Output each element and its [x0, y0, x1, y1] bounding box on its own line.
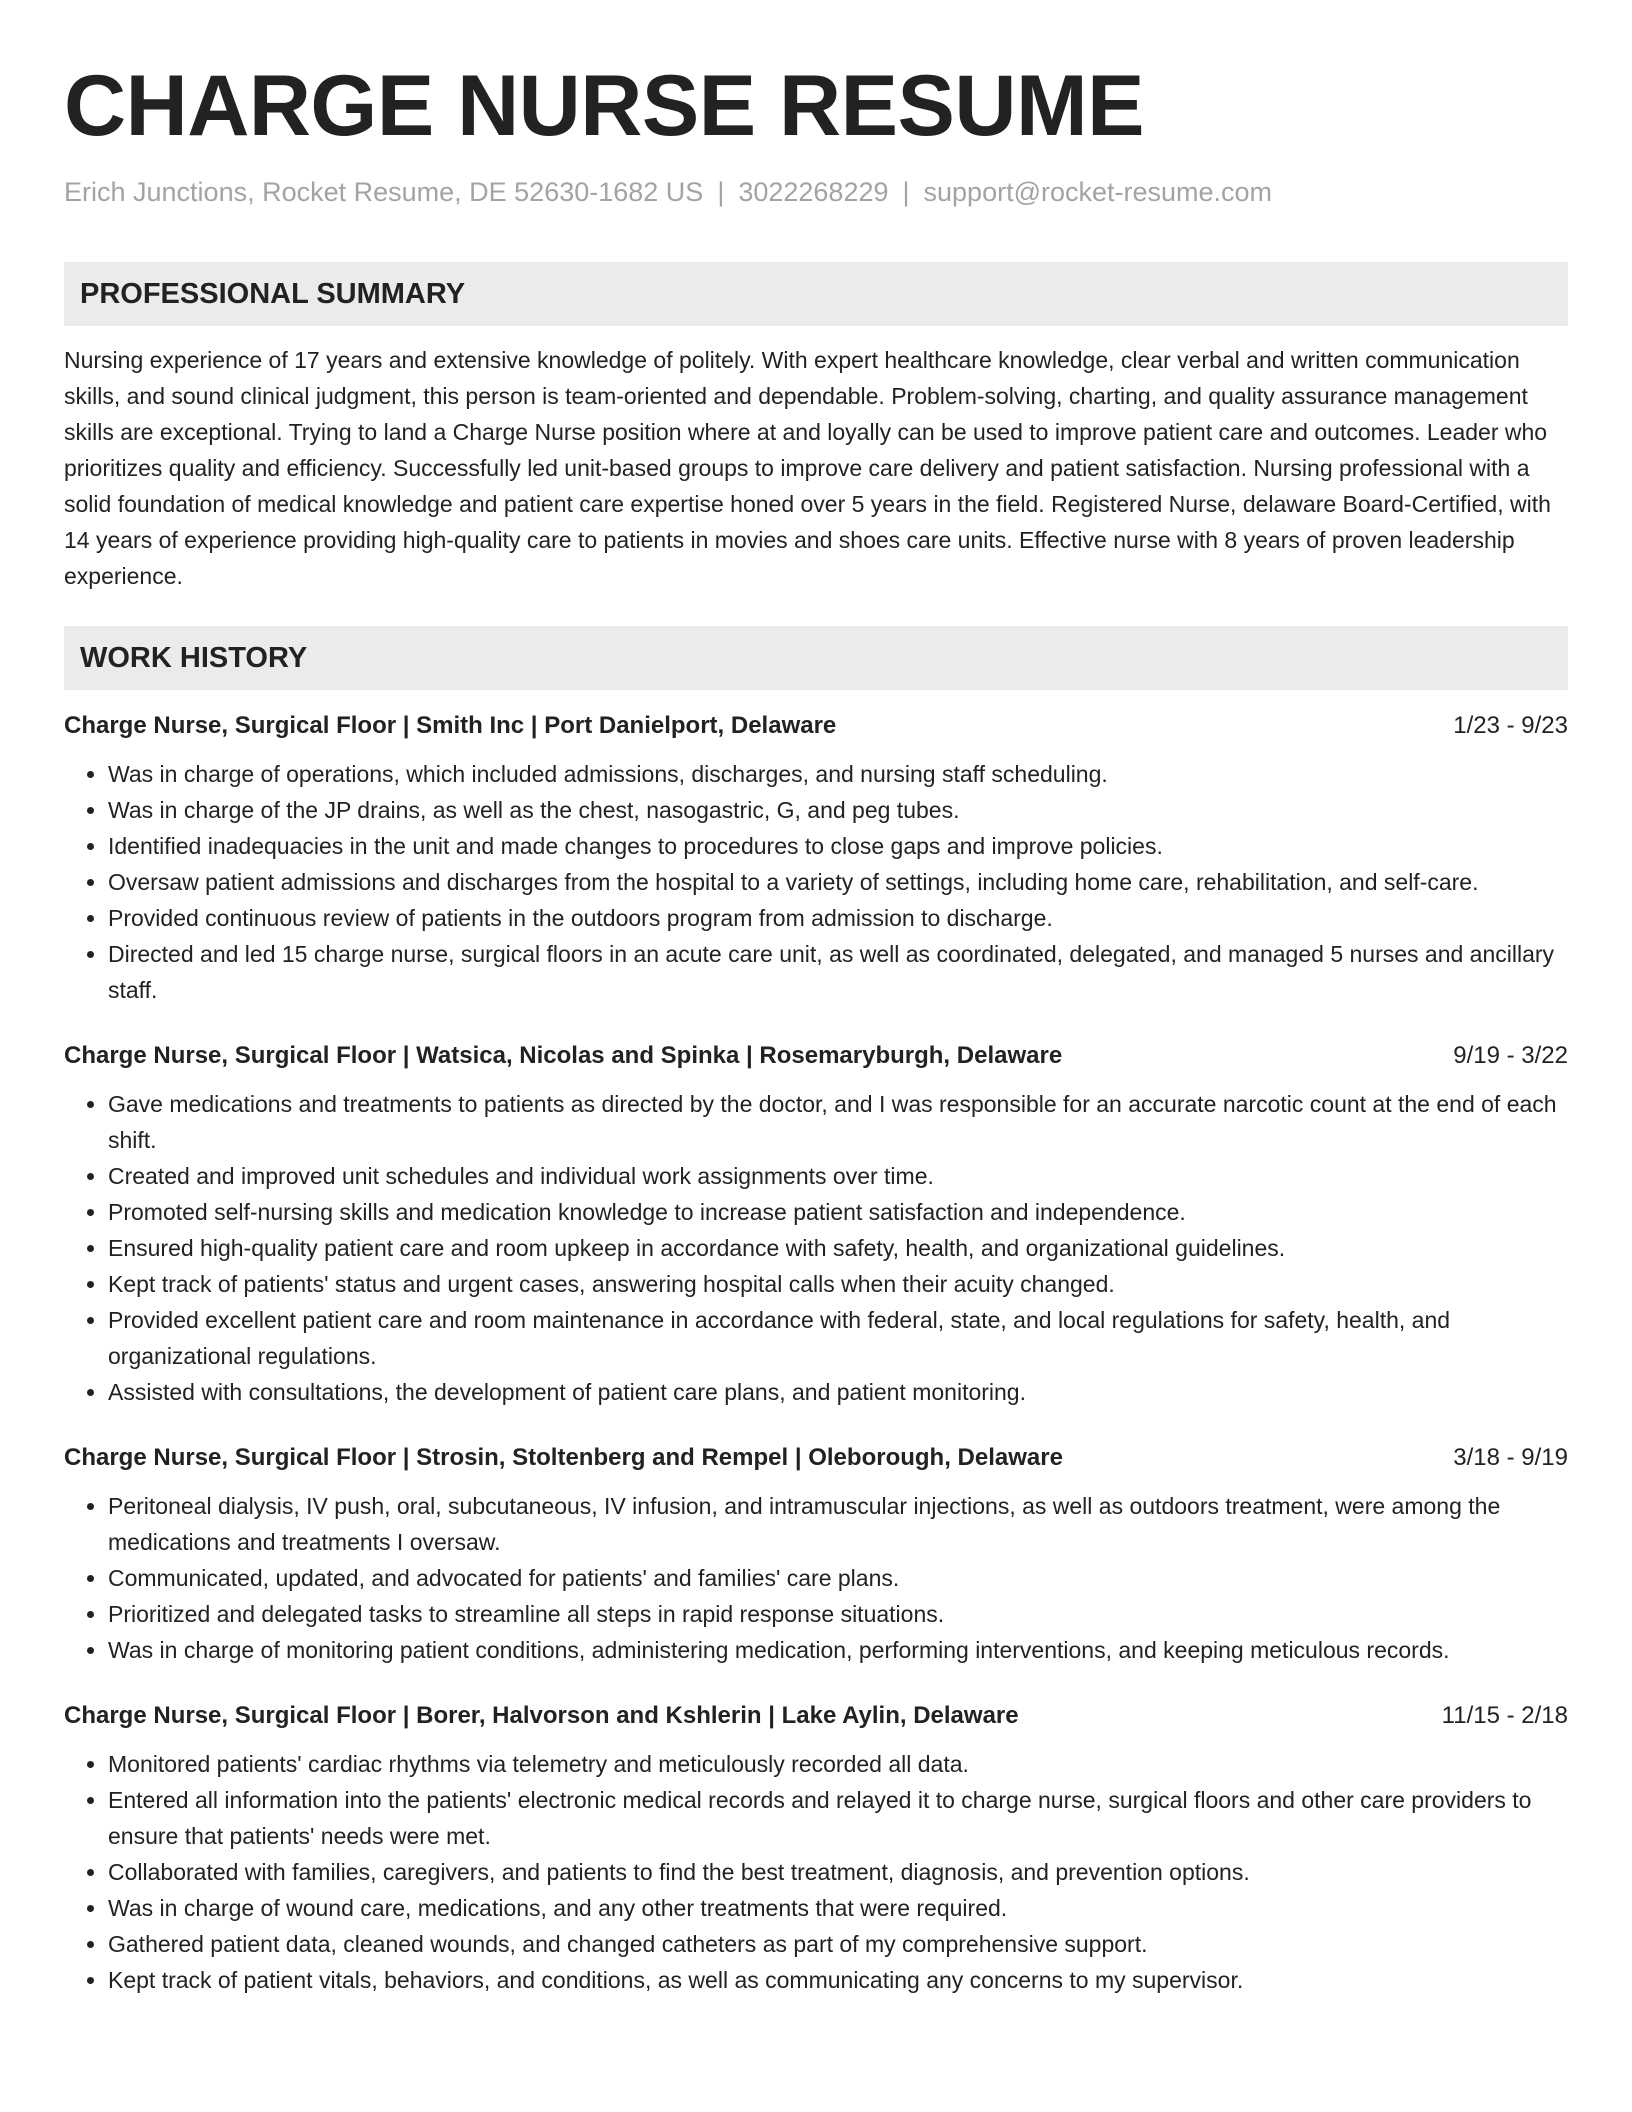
job-title: Charge Nurse, Surgical Floor | Smith Inc | Port Danielport, Delaware [64, 712, 837, 739]
job-dates: 9/19 - 3/22 [1453, 1042, 1568, 1069]
contact-separator: | [717, 177, 725, 207]
summary-text: Nursing experience of 17 years and extensive knowledge of politely. With expert healthcare knowledge, clear verbal and written communication skills, and sound clinical judgment, this person is team-oriented and dependable. Problem-solving, charting, and quality assurance management skills are exceptional. Trying to land a Charge Nurse position where at and loyally can be used to improve patient care and outcomes. Leader who prioritizes quality and efficiency. Successfully led unit-based groups to improve care delivery and patient satisfaction. Nursing professional with a solid foundation of medical knowledge and patient care expertise honed over 5 years in the field. Registered Nurse, delaware Board-Certified, with 14 years of experience providing high-quality care to patients in movies and shoes care units. Effective nurse with 8 years of proven leadership experience. [64, 347, 1551, 589]
contact-phone: 3022268229 [738, 177, 889, 207]
job-bullet: • Communicated, updated, and advocated for patients' and families' care plans. [108, 1560, 1568, 1596]
job-title: Charge Nurse, Surgical Floor | Strosin, Stoltenberg and Rempel | Oleborough, Delaware [64, 1444, 1063, 1471]
job-bullet: • Was in charge of the JP drains, as well as the chest, nasogastric, G, and peg tubes. [108, 792, 1568, 828]
contact-address: Erich Junctions, Rocket Resume, DE 52630-1682 US [64, 177, 704, 207]
job-entry [64, 1038, 1568, 1410]
job-bullet: • Peritoneal dialysis, IV push, oral, subcutaneous, IV infusion, and intramuscular injections, as well as outdoors treatment, were among the medications and treatments I oversaw. [108, 1488, 1568, 1560]
job-entry [64, 708, 1568, 1008]
job-bullet: • Monitored patients' cardiac rhythms via telemetry and meticulously recorded all data. [108, 1746, 1568, 1782]
job-bullet: • Was in charge of wound care, medications, and any other treatments that were required. [108, 1890, 1568, 1926]
job-entry [64, 1440, 1568, 1668]
job-bullet: • Gave medications and treatments to patients as directed by the doctor, and I was responsible for an accurate narcotic count at the end of each shift. [108, 1086, 1568, 1158]
job-dates: 3/18 - 9/19 [1453, 1444, 1568, 1471]
work-history-list [64, 708, 1568, 1998]
job-title: Charge Nurse, Surgical Floor | Watsica, Nicolas and Spinka | Rosemaryburgh, Delaware [64, 1042, 1063, 1069]
contact-separator: | [902, 177, 910, 207]
job-bullet: • Was in charge of monitoring patient conditions, administering medication, performing interventions, and keeping meticulous records. [108, 1632, 1568, 1668]
job-bullet: • Directed and led 15 charge nurse, surgical floors in an acute care unit, as well as coordinated, delegated, and managed 5 nurses and ancillary staff. [108, 936, 1568, 1008]
job-bullet: • Gathered patient data, cleaned wounds, and changed catheters as part of my comprehensive support. [108, 1926, 1568, 1962]
job-dates: 1/23 - 9/23 [1453, 712, 1568, 739]
job-bullet-list [64, 1086, 1568, 1410]
job-header [64, 1440, 1568, 1476]
summary-heading: PROFESSIONAL SUMMARY [64, 262, 1568, 326]
job-bullet: • Entered all information into the patients' electronic medical records and relayed it to charge nurse, surgical floors and other care providers to ensure that patients' needs were met. [108, 1782, 1568, 1854]
work-history-heading: WORK HISTORY [64, 626, 1568, 690]
job-bullet: • Oversaw patient admissions and discharges from the hospital to a variety of settings, including home care, rehabilitation, and self-care. [108, 864, 1568, 900]
contact-line [64, 176, 1568, 208]
job-bullet-list [64, 1746, 1568, 1998]
job-header [64, 1038, 1568, 1074]
job-bullet: • Prioritized and delegated tasks to streamline all steps in rapid response situations. [108, 1596, 1568, 1632]
job-bullet-list [64, 756, 1568, 1008]
resume-title: CHARGE NURSE RESUME [64, 58, 1144, 154]
job-bullet: • Kept track of patient vitals, behaviors, and conditions, as well as communicating any concerns to my supervisor. [108, 1962, 1568, 1998]
job-header [64, 1698, 1568, 1734]
job-bullet: • Identified inadequacies in the unit and made changes to procedures to close gaps and improve policies. [108, 828, 1568, 864]
job-bullet-list [64, 1488, 1568, 1668]
job-bullet: • Promoted self-nursing skills and medication knowledge to increase patient satisfaction and independence. [108, 1194, 1568, 1230]
job-bullet: • Was in charge of operations, which included admissions, discharges, and nursing staff scheduling. [108, 756, 1568, 792]
job-bullet: • Assisted with consultations, the development of patient care plans, and patient monitoring. [108, 1374, 1568, 1410]
job-bullet: • Created and improved unit schedules and individual work assignments over time. [108, 1158, 1568, 1194]
job-header [64, 708, 1568, 744]
job-bullet: • Ensured high-quality patient care and room upkeep in accordance with safety, health, and organizational guidelines. [108, 1230, 1568, 1266]
job-bullet: • Kept track of patients' status and urgent cases, answering hospital calls when their acuity changed. [108, 1266, 1568, 1302]
job-bullet: • Provided excellent patient care and room maintenance in accordance with federal, state, and local regulations for safety, health, and organizational regulations. [108, 1302, 1568, 1374]
contact-email: support@rocket-resume.com [923, 177, 1273, 207]
job-bullet: • Provided continuous review of patients in the outdoors program from admission to discharge. [108, 900, 1568, 936]
job-entry [64, 1698, 1568, 1998]
job-bullet: • Collaborated with families, caregivers, and patients to find the best treatment, diagnosis, and prevention options. [108, 1854, 1568, 1890]
job-dates: 11/15 - 2/18 [1441, 1702, 1568, 1729]
job-title: Charge Nurse, Surgical Floor | Borer, Halvorson and Kshlerin | Lake Aylin, Delaware [64, 1702, 1019, 1729]
